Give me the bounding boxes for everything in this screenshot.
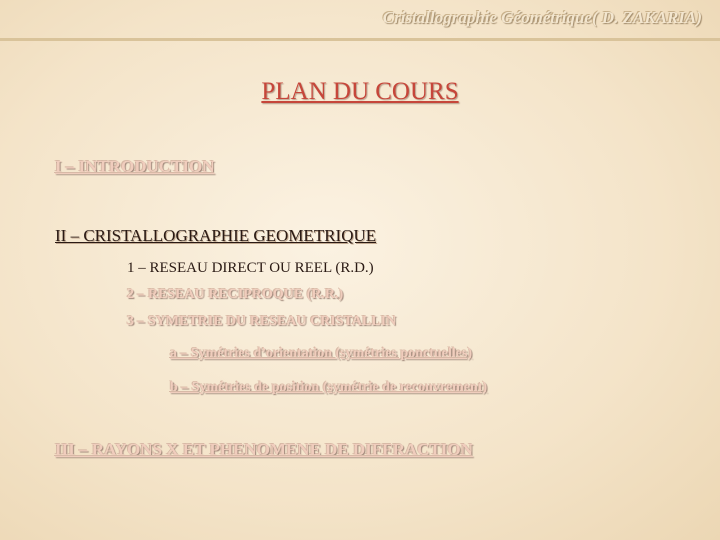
header-title: Cristallographie Géométrique( D. ZAKARIA) — [382, 8, 702, 27]
outline-subitem-a[interactable]: a – Symétries d’orientation (symétries ponctuelles) — [170, 346, 473, 361]
outline-item-2-3: 3 – SYMETRIE DU RESEAU CRISTALLIN — [127, 314, 397, 329]
outline-section-2: II – CRISTALLOGRAPHIE GEOMETRIQUE — [55, 226, 377, 245]
outline-subitem-b[interactable]: b – Symétries de position (symétrie de recouvrement) — [170, 380, 488, 395]
slide-header — [0, 0, 720, 41]
slide-title: PLAN DU COURS — [261, 78, 459, 105]
outline-section-3[interactable]: III – RAYONS X ET PHENOMENE DE DIFFRACTION — [55, 440, 473, 459]
outline-item-2-1: 1 – RESEAU DIRECT OU REEL (R.D.) — [127, 260, 374, 276]
outline-item-2-2: 2 – RESEAU RECIPROQUE (R.R.) — [127, 287, 344, 302]
outline-section-1[interactable]: I – INTRODUCTION — [55, 157, 215, 176]
